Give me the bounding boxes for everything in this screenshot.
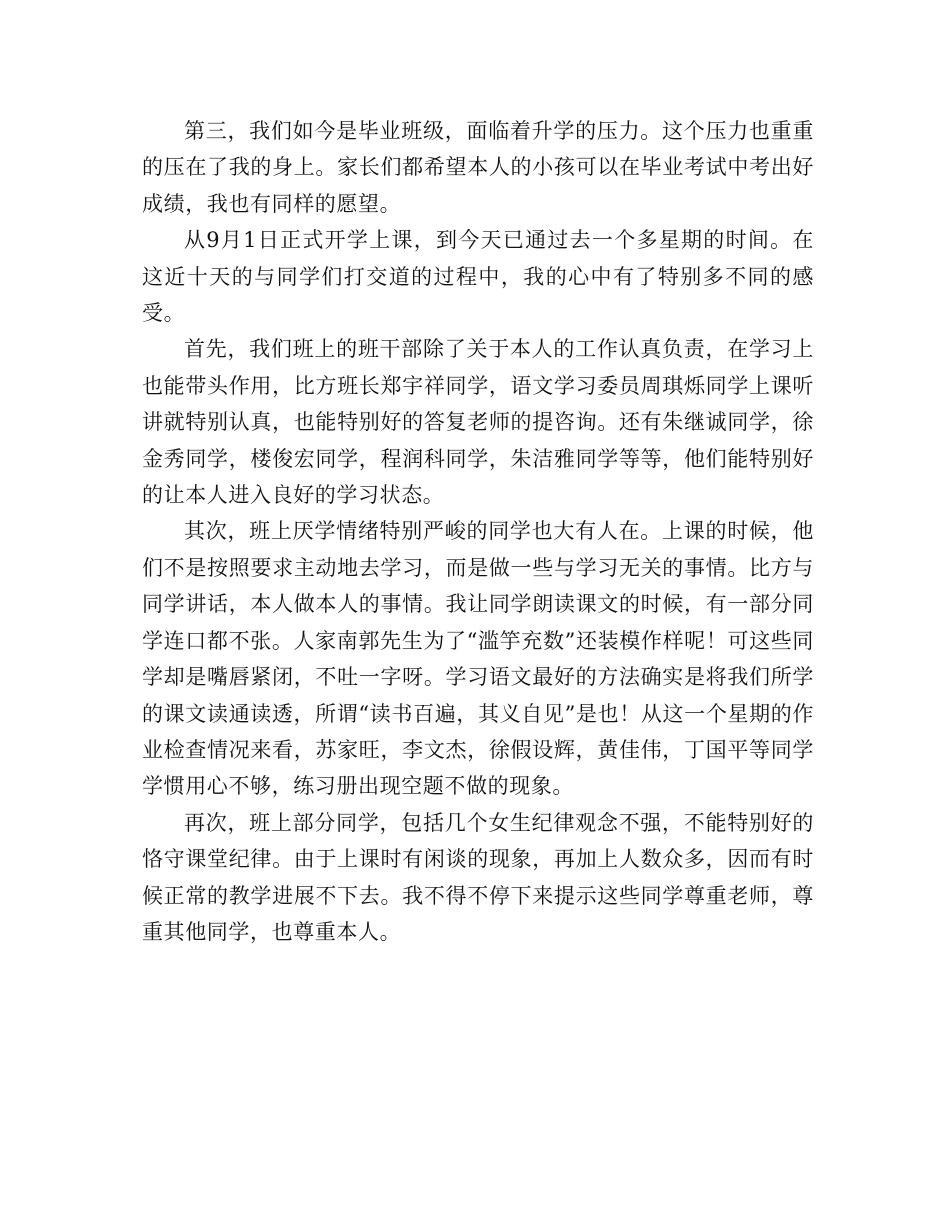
- paragraph-school-start: 从9月1日正式开学上课，到今天已通过去一个多星期的时间。在这近十天的与同学们打交道的过程中，我的心中有了特别多不同的感受。: [142, 228, 814, 326]
- document-body: [142, 113, 814, 950]
- paragraph-graduation-pressure: 第三，我们如今是毕业班级，面临着升学的压力。这个压力也重重的压在了我的身上。家长们都希望本人的小孩可以在毕业考试中考出好成绩，我也有同样的愿望。: [142, 119, 814, 216]
- paragraph-classroom-discipline: 再次，班上部分同学，包括几个女生纪律观念不强，不能特别好的恪守课堂纪律。由于上课时有闲谈的现象，再加上人数众多，因而有时候正常的教学进展不下去。我不得不停下来提示这些同学尊重老师，尊重其他同学，也尊重本人。: [142, 810, 814, 944]
- paragraph-class-cadres: 首先，我们班上的班干部除了关于本人的工作认真负责，在学习上也能带头作用，比方班长郑宇祥同学，语文学习委员周琪烁同学上课听讲就特别认真，也能特别好的答复老师的提咨询。还有朱继诚同学，徐金秀同学，楼俊宏同学，程润科同学，朱洁雅同学等等，他们能特别好的让本人进入良好的学习状态。: [142, 337, 814, 508]
- paragraph-study-weariness: 其次，班上厌学情绪特别严峻的同学也大有人在。上课的时候，他们不是按照要求主动地去学习，而是做一些与学习无关的事情。比方与同学讲话，本人做本人的事情。我让同学朗读课文的时候，有一部分同学连口都不张。人家南郭先生为了“滥竽充数”还装模作样呢！可这些同学却是嘴唇紧闭，不吐一字呀。学习语文最好的方法确实是将我们所学的课文读通读透，所谓“读书百遍，其义自见”是也！从这一个星期的作业检查情况来看，苏家旺，李文杰，徐假设辉，黄佳伟，丁国平等同学学惯用心不够，练习册出现空题不做的现象。: [142, 519, 814, 799]
